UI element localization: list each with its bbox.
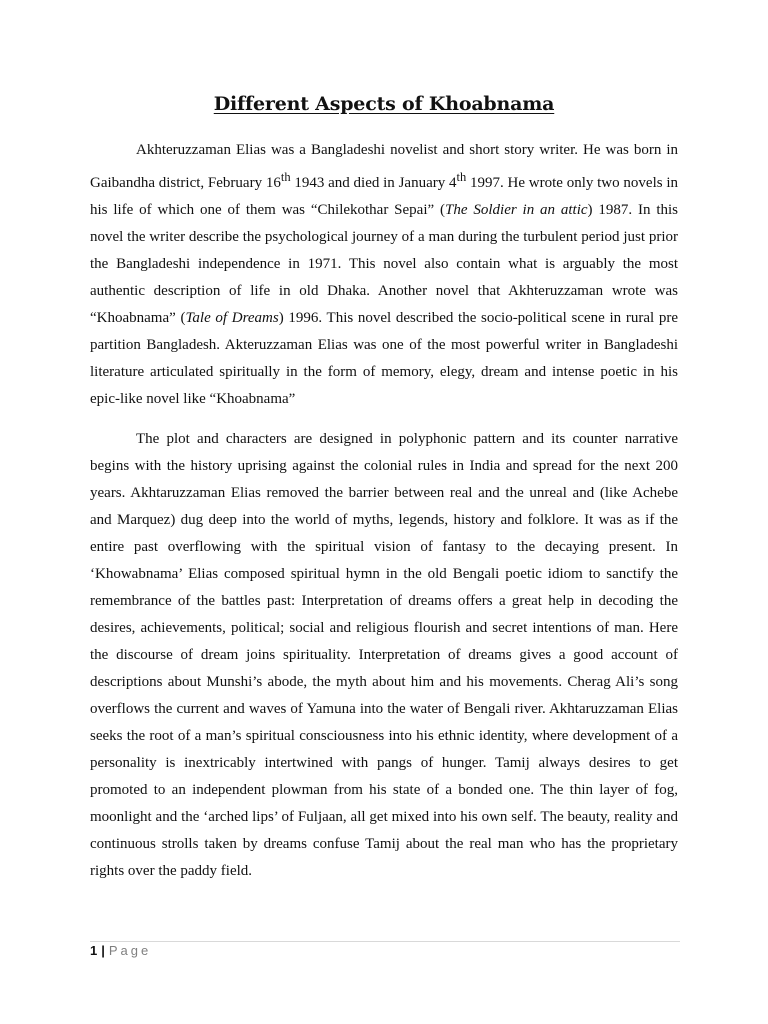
document-body — [90, 137, 678, 898]
p1-superscript-2: th — [456, 170, 467, 184]
paragraph-1 — [90, 137, 678, 413]
p1-superscript-1: th — [280, 170, 291, 184]
page-footer — [90, 943, 151, 958]
p1-italic-title-1: The Soldier in an attic — [445, 202, 588, 218]
paragraph-2: The plot and characters are designed in polyphonic pattern and its counter narrative begins with the history uprising against the colonial rules in India and spread for the next 200 years. Akhtaruzzaman Elias removed the barrier between real and the unreal and (like Achebe and Marquez) dug deep into the world of myths, legends, history and folklore. It was as if the entire past overflowing with the spiritual vision of fantasy to the decaying present. In ‘Khowabnama’ Elias composed spiritual hymn in the old Bengali poetic idiom to sanctify the remembrance of the battles past: Interpretation of dreams offers a great help in decoding the desires, achievements, political; social and religious flourish and secret intentions of man. Here the discourse of dream joins spirituality. Interpretation of dreams gives a good account of descriptions about Munshi’s abode, the myth about him and his movements. Cherag Ali’s song overflows the current and waves of Yamuna into the water of Bengali river. Akhtaruzzaman Elias seeks the root of a man’s spiritual consciousness into his ethnic identity, where development of a personality is inextricably intertwined with pangs of hunger. Tamij always desires to get promoted to an independent plowman from his state of a bonded one. The thin layer of fog, moonlight and the ‘arched lips’ of Fuljaan, all get mixed into his own self. The beauty, reality and continuous strolls taken by dreams confuse Tamij about the real man who has the proprietary rights over the paddy field. — [90, 431, 678, 879]
document-title: Different Aspects of Khoabnama — [213, 93, 555, 115]
page-label: Page — [108, 943, 152, 958]
p1-text-d: ) 1987. In this novel the writer describe the psychological journey of a man during the turbulent period just prior the Bangladeshi independence in 1971. This novel also contain what is arguably the most authentic description of life in old Dhaka. Another novel that Akhteruzzaman wrote was “Khoabnama” ( — [90, 202, 678, 326]
page-number: 1 — [90, 943, 98, 958]
p1-text-c: 1997. He wrote only two novels in his life of which one of them was “Chilekothar Sepai” ( — [90, 175, 679, 218]
p1-text-a: Akhteruzzaman Elias was a Bangladeshi novelist and short story writer. He was born in Gaibandha district, February 16 — [90, 142, 678, 191]
footer-divider — [90, 941, 680, 942]
p1-text-b: 1943 and died in January 4 — [290, 175, 457, 191]
footer-separator: | — [101, 943, 105, 958]
p1-italic-title-2: Tale of Dreams — [185, 310, 279, 326]
p1-text-e: ) 1996. This novel described the socio-political scene in rural pre partition Bangladesh. Akteruzzaman Elias was one of the most powerful writer in Bangladeshi literature articulated spiritually in the form of memory, elegy, dream and intense poetic in his epic-like novel like “Khoabnama” — [90, 310, 678, 407]
